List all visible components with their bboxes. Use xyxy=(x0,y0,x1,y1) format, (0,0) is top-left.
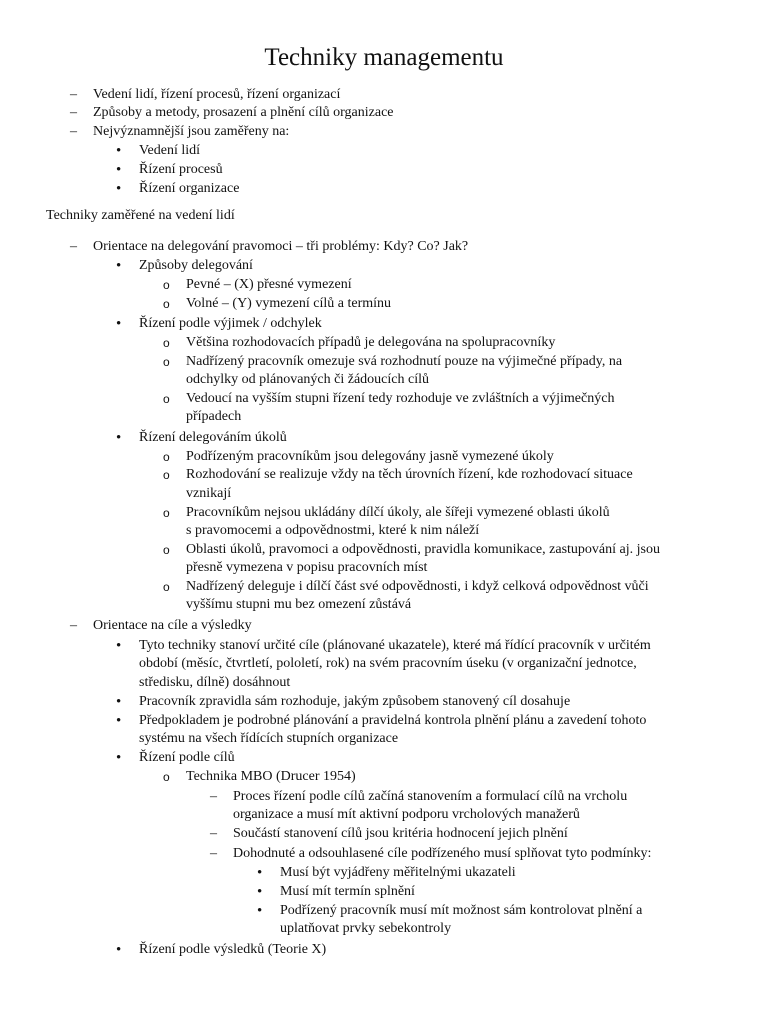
list-item: vyššímu stupni mu bez omezení zůstává xyxy=(186,597,412,612)
bullet-marker xyxy=(116,637,121,656)
circle-bullet-icon xyxy=(163,295,170,314)
list-item: Tyto techniky stanoví určité cíle (plánované ukazatele), které má řídící pracovník v určitém xyxy=(139,638,651,653)
bullet-marker xyxy=(116,315,121,334)
list-item: vznikají xyxy=(186,486,232,501)
list-item: Podřízený pracovník musí mít možnost sám kontrolovat plnění a xyxy=(280,903,643,918)
list-item: Oblasti úkolů, pravomoci a odpovědnosti, pravidla komunikace, zastupování aj. jsou xyxy=(186,542,660,557)
list-item: Rozhodování se realizuje vždy na těch úrovních řízení, kde rozhodovací situace xyxy=(186,467,633,482)
list-item: Součástí stanovení cílů jsou kritéria hodnocení jejich plnění xyxy=(233,826,568,841)
dash-marker xyxy=(70,617,77,635)
circle-bullet-icon xyxy=(163,578,170,597)
list-item: Musí být vyjádřeny měřitelnými ukazateli xyxy=(280,865,516,880)
bullet-marker xyxy=(116,142,121,161)
list-item: Musí mít termín splnění xyxy=(280,884,415,899)
bullet-marker xyxy=(116,161,121,180)
circle-bullet-icon xyxy=(163,448,170,467)
bullet-marker xyxy=(116,429,121,448)
list-item: uplatňovat prvky sebekontroly xyxy=(280,921,452,936)
bullet-marker xyxy=(116,941,121,960)
page-title: Techniky managementu xyxy=(264,44,504,71)
list-item: Nadřízený deleguje i dílčí část své odpovědnosti, i když celková odpovědnost vůči xyxy=(186,579,649,594)
list-item: Způsoby a metody, prosazení a plnění cílů organizace xyxy=(93,105,394,120)
list-item: Pracovníkům nejsou ukládány dílčí úkoly, ale šířeji vymezené oblasti úkolů xyxy=(186,505,610,520)
bullet-marker xyxy=(116,749,121,768)
bullet-marker xyxy=(257,864,262,883)
dash-marker xyxy=(70,238,77,256)
list-item: organizace a musí mít aktivní podporu vrcholových manažerů xyxy=(233,807,580,822)
bullet-marker xyxy=(257,902,262,921)
list-item: středisku, dílně) dosáhnout xyxy=(139,675,291,690)
dash-marker xyxy=(70,86,77,104)
list-item: Podřízeným pracovníkům jsou delegovány jasně vymezené úkoly xyxy=(186,449,554,464)
list-item: Řízení organizace xyxy=(139,181,240,196)
list-item: Orientace na cíle a výsledky xyxy=(93,618,252,633)
list-item: Řízení delegováním úkolů xyxy=(139,430,287,445)
bullet-marker xyxy=(116,257,121,276)
circle-bullet-icon xyxy=(163,390,170,409)
bullet-marker xyxy=(257,883,262,902)
list-item: Nadřízený pracovník omezuje svá rozhodnutí pouze na výjimečné případy, na xyxy=(186,354,623,369)
dash-marker xyxy=(70,104,77,122)
list-item: Dohodnuté a odsouhlasené cíle podřízeného musí splňovat tyto podmínky: xyxy=(233,846,652,861)
list-item: Řízení podle výsledků (Teorie X) xyxy=(139,942,327,957)
bullet-marker xyxy=(116,693,121,712)
section-heading: Techniky zaměřené na vedení lidí xyxy=(46,208,235,223)
list-item: Nejvýznamnější jsou zaměřeny na: xyxy=(93,124,290,139)
list-item: Řízení podle cílů xyxy=(139,750,235,765)
dash-marker xyxy=(210,788,217,806)
list-item: Předpokladem je podrobné plánování a pravidelná kontrola plnění plánu a zavedení tohoto xyxy=(139,713,647,728)
circle-bullet-icon xyxy=(163,768,170,787)
list-item: případech xyxy=(186,409,242,424)
dash-marker xyxy=(210,845,217,863)
list-item: období (měsíc, čtvrtletí, pololetí, rok) na svém pracovním úseku (v organizační jednotce, xyxy=(139,656,637,671)
circle-bullet-icon xyxy=(163,504,170,523)
list-item: Vedení lidí xyxy=(139,143,201,158)
list-item: s pravomocemi a odpovědnostmi, které k nim náleží xyxy=(186,523,480,538)
list-item: přesně vymezena v popisu pracovních míst xyxy=(186,560,428,575)
circle-bullet-icon xyxy=(163,276,170,295)
list-item: Vedení lidí, řízení procesů, řízení organizací xyxy=(93,87,341,102)
circle-bullet-icon xyxy=(163,541,170,560)
list-item: Řízení procesů xyxy=(139,162,223,177)
list-item: Pevné – (X) přesné vymezení xyxy=(186,277,352,292)
circle-bullet-icon xyxy=(163,353,170,372)
list-item: Většina rozhodovacích případů je delegována na spolupracovníky xyxy=(186,335,556,350)
list-item: Pracovník zpravidla sám rozhoduje, jakým způsobem stanovený cíl dosahuje xyxy=(139,694,571,709)
list-item: Technika MBO (Drucer 1954) xyxy=(186,769,356,784)
list-item: Řízení podle výjimek / odchylek xyxy=(139,316,322,331)
dash-marker xyxy=(210,825,217,843)
list-item: Způsoby delegování xyxy=(139,258,253,273)
list-item: Volné – (Y) vymezení cílů a termínu xyxy=(186,296,392,311)
list-item: odchylky od plánovaných či žádoucích cílů xyxy=(186,372,429,387)
list-item: Orientace na delegování pravomoci – tři problémy: Kdy? Co? Jak? xyxy=(93,239,469,254)
bullet-marker xyxy=(116,712,121,731)
dash-marker xyxy=(70,123,77,141)
list-item: Proces řízení podle cílů začíná stanovením a formulací cílů na vrcholu xyxy=(233,789,628,804)
list-item: systému na všech řídících stupních organizace xyxy=(139,731,399,746)
bullet-marker xyxy=(116,180,121,199)
circle-bullet-icon xyxy=(163,334,170,353)
list-item: Vedoucí na vyšším stupni řízení tedy rozhoduje ve zvláštních a výjimečných xyxy=(186,391,615,406)
circle-bullet-icon xyxy=(163,466,170,485)
